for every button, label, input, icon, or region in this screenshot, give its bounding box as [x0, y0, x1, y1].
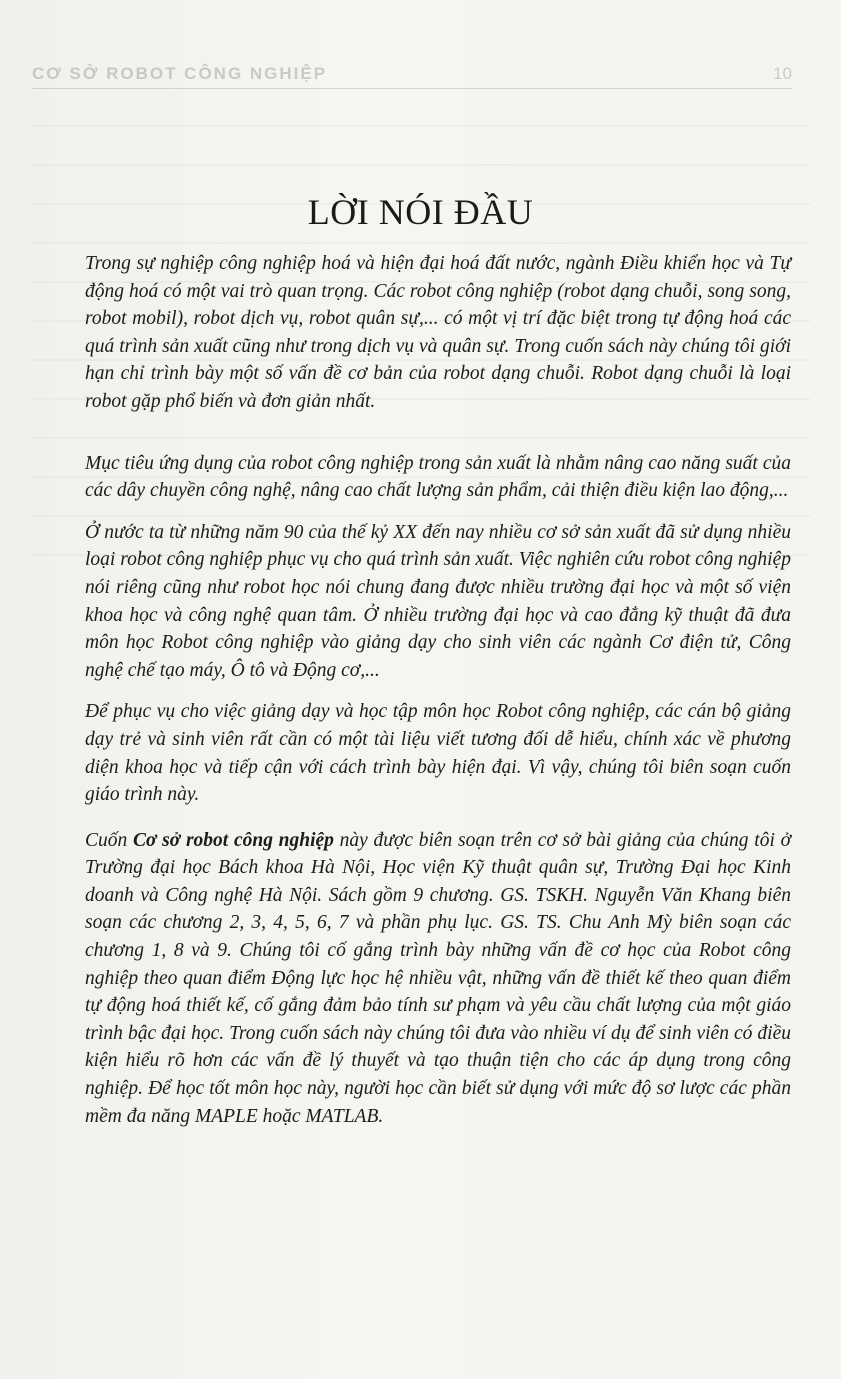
paragraph-5 [85, 827, 791, 1131]
bleed-through-header [32, 62, 792, 89]
paragraph-2: Mục tiêu ứng dụng của robot công nghiệp trong sản xuất là nhằm nâng cao năng suất của các dây chuyền công nghệ, nâng cao chất lượng sản phẩm, cải thiện điều kiện lao động,... [85, 452, 791, 502]
page-number: 10 [773, 64, 792, 83]
running-header-text: CƠ SỞ ROBOT CÔNG NGHIỆP [32, 64, 328, 83]
body-text [85, 250, 791, 1142]
paragraph-4: Để phục vụ cho việc giảng dạy và học tập môn học Robot công nghiệp, các cán bộ giảng dạy trẻ và sinh viên rất cần có một tài liệu viết tương đối dễ hiểu, chính xác về phương diện khoa học và tiếp cận với cách trình bày hiện đại. Vì vậy, chúng tôi biên soạn cuốn giáo trình này. [85, 701, 791, 806]
book-title-emphasis: Cơ sở robot công nghiệp [132, 829, 334, 851]
paragraph-5-rest: này được biên soạn trên cơ sở bài giảng của chúng tôi ở Trường đại học Bách khoa Hà Nội, Học viện Kỹ thuật quân sự, Trường Đại học Kinh doanh và Công nghệ Hà Nội. Sách gồm 9 chương. GS. TSKH. Nguyễn Văn Khang biên soạn các chương 2, 3, 4, 5, 6, 7 và phần phụ lục. GS. TS. Chu Anh Mỳ biên soạn các chương 1, 8 và 9. Chúng tôi cố gắng trình bày những vấn đề cơ học của Robot công nghiệp theo quan điểm Động lực học hệ nhiều vật, những vấn đề thiết kế theo quan điểm tự động hoá thiết kế, cố gắng đảm bảo tính sư phạm và yêu cầu chất lượng của một giáo trình bậc đại học. Trong cuốn sách này chúng tôi đưa vào nhiều ví dụ để sinh viên có điều kiện hiểu rõ hơn các vấn đề lý thuyết và tạo thuận tiện cho các áp dụng trong công nghiệp. Để học tốt môn học này, người học cần biết sử dụng với mức độ sơ lược các phần mềm đa năng MAPLE hoặc MATLAB. [85, 829, 791, 1127]
page-title: LỜI NÓI ĐẦU [307, 192, 534, 232]
paragraph-5-start: Cuốn [85, 829, 133, 851]
paragraph-1: Trong sự nghiệp công nghiệp hoá và hiện đại hoá đất nước, ngành Điều khiển học và Tự động hoá có một vai trò quan trọng. Các robot công nghiệp (robot dạng chuỗi, song song, robot mobil), robot dịch vụ, robot quân sự,... có một vị trí đặc biệt trong tự động hoá các quá trình sản xuất cũng như trong dịch vụ và quân sự. Trong cuốn sách này chúng tôi giới hạn chỉ trình bày một số vấn đề cơ bản của robot dạng chuỗi. Robot dạng chuỗi là loại robot gặp phổ biến và đơn giản nhất. [85, 253, 791, 412]
paragraph-3: Ở nước ta từ những năm 90 của thế kỷ XX đến nay nhiều cơ sở sản xuất đã sử dụng nhiều loại robot công nghiệp phục vụ cho quá trình sản xuất. Việc nghiên cứu robot công nghiệp nói riêng cũng như robot học nói chung đang được nhiều trường đại học và một số viện khoa học và công nghệ quan tâm. Ở nhiều trường đại học và cao đẳng kỹ thuật đã đưa môn học Robot công nghiệp vào giảng dạy cho sinh viên các ngành Cơ điện tử, Công nghệ chế tạo máy, Ô tô và Động cơ,... [85, 521, 791, 681]
